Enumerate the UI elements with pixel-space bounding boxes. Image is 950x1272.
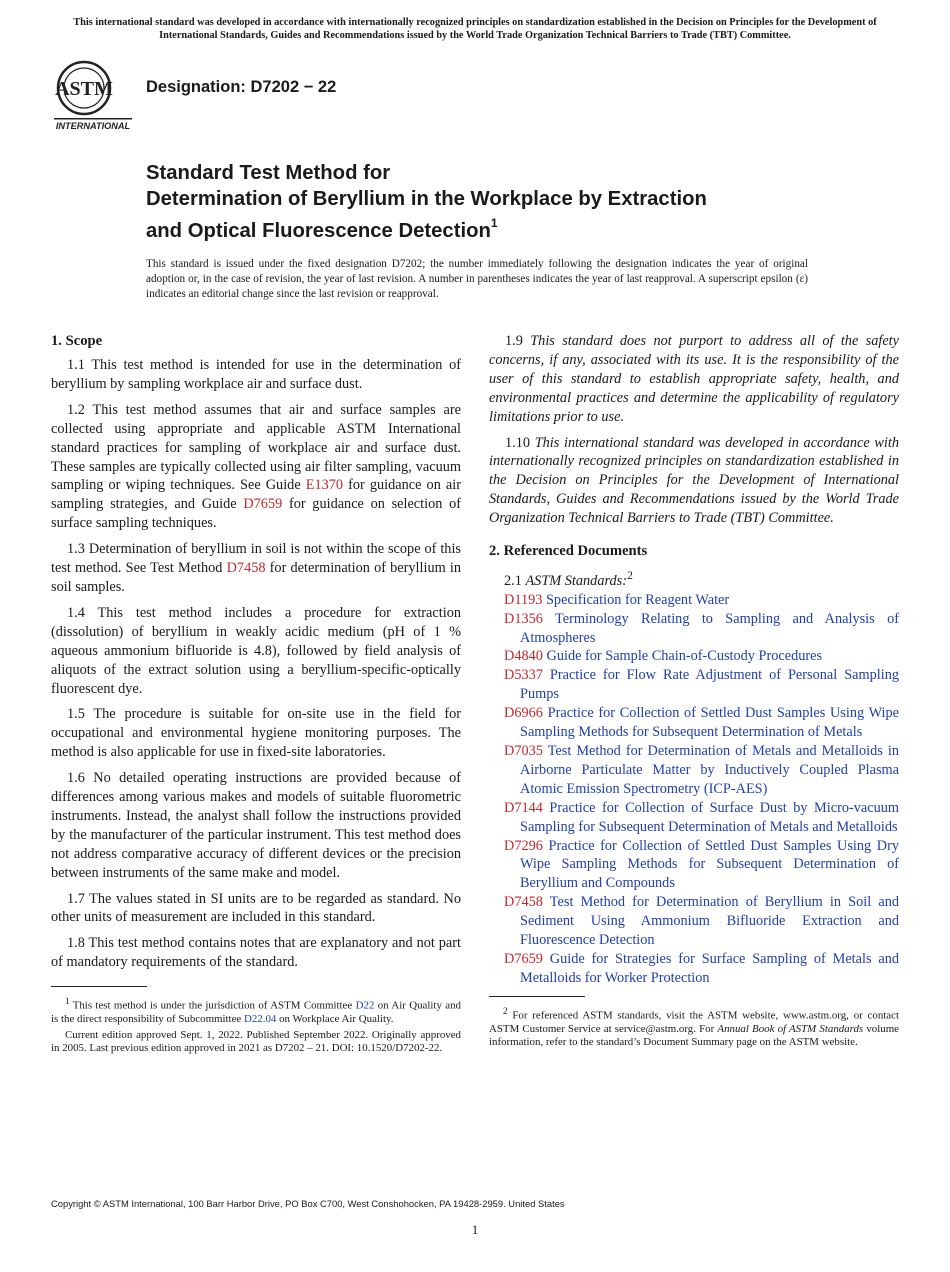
- reference-title[interactable]: Practice for Flow Rate Adjustment of Personal Sampling Pumps: [520, 667, 899, 703]
- reference-title[interactable]: Test Method for Determination of Beryllium in Soil and Sediment Using Ammonium Bifluoride Extraction and Fluorescence Detection: [520, 894, 899, 949]
- section-heading-scope: 1. Scope: [51, 333, 103, 349]
- title-footnote-mark: 1: [490, 216, 498, 230]
- para-1-3: 1.3 Determination of beryllium in soil is not within the scope of this test method. See Test Method D7458 for determination of beryllium in soil samples.: [51, 541, 461, 595]
- title-line-3: and Optical Fluorescence Detection$^1$: [146, 216, 498, 242]
- para-1-6: 1.6 No detailed operating instructions are provided because of differences among various makes and models of suitable fluorometric instruments. Instead, the analyst shall follow the instructions provided by the manufacturer of the particular instrument. This test method does not address comparative accuracy of different devices or the precision between instruments of the same make and model.: [51, 770, 461, 881]
- para-1-2: 1.2 This test method assumes that air and surface samples are collected using appropriate and applicable ASTM International standard practices for sampling of workplace air and surface dust. These samples are typically collected using air filter sampling, vacuum sampling or wiping techniques. See Guide E1370 for guidance on air sampling strategies, and Guide D7659 for guidance on selection of surface sampling techniques.: [51, 401, 461, 532]
- reference-item[interactable]: [489, 666, 899, 704]
- link-d7458[interactable]: D7458: [226, 560, 266, 577]
- footnote-edition: Current edition approved Sept. 1, 2022. Published September 2022. Originally approved in 2005. Last previous edition approved in 2021 as D7202 – 21. DOI: 10.1520/D7202-22.: [51, 1028, 461, 1055]
- reference-title[interactable]: Specification for Reagent Water: [542, 591, 730, 608]
- link-d22-04[interactable]: D22.04: [243, 1013, 277, 1026]
- para-1-1: 1.1 This test method is intended for use in the determination of beryllium by sampling workplace air and surface dust.: [51, 357, 461, 392]
- reference-title[interactable]: Guide for Strategies for Surface Sampling of Metals and Metalloids for Worker Protection: [520, 950, 899, 986]
- standards-banner: This international standard was developed in accordance with internationally recognized principles on standardization established in the Decision on Principles for the Development of International Standards, Guides and Recommendations issued by the World Trade Organization Technical Barriers to Trade (TBT) Committee.: [73, 17, 877, 41]
- svg-text:INTERNATIONAL: INTERNATIONAL: [55, 121, 131, 131]
- footnote-2: $^2$ For referenced ASTM standards, visit the ASTM website, www.astm.org, or contact ASTM Customer Service at service@astm.org. For Annual Book of ASTM Standards volume information, refer to the standard’s Document Summary page on the ASTM website.: [489, 1005, 899, 1049]
- reference-code[interactable]: D1356: [504, 610, 543, 627]
- reference-item[interactable]: [489, 837, 899, 894]
- footnote-divider: [489, 996, 585, 997]
- section-heading-referenced-documents: 2. Referenced Documents: [489, 543, 648, 560]
- reference-code[interactable]: D5337: [504, 667, 543, 684]
- para-1-7: 1.7 The values stated in SI units are to be regarded as standard. No other units of measurement are included in this standard.: [51, 890, 461, 926]
- reference-item[interactable]: [489, 647, 899, 666]
- reference-code[interactable]: D7035: [504, 742, 543, 759]
- reference-title[interactable]: Practice for Collection of Settled Dust Samples Using Dry Wipe Sampling Methods for Subsequent Determination of Beryllium and Compounds: [520, 837, 899, 892]
- reference-code[interactable]: D7458: [504, 894, 543, 911]
- preamble: This standard is issued under the fixed designation D7202; the number immediately following the designation indicates the year of original adoption or, in the case of revision, the year of last revision. A number in parentheses indicates the year of last reapproval. A superscript epsilon (ε) indicates an editorial change since the last revision or reapproval.: [146, 258, 808, 300]
- reference-title[interactable]: Practice for Collection of Surface Dust by Micro-vacuum Sampling for Subsequent Determination of Metals and Metalloids: [520, 799, 899, 835]
- link-d7659[interactable]: D7659: [243, 496, 283, 513]
- reference-item[interactable]: [489, 893, 899, 950]
- reference-title[interactable]: Test Method for Determination of Metals and Metalloids in Airborne Particulate Matter by Inductively Coupled Plasma Atomic Emission Spectrometry (ICP-AES): [520, 742, 899, 797]
- reference-item[interactable]: [489, 704, 899, 742]
- reference-item[interactable]: [489, 742, 899, 799]
- document-title: [146, 160, 866, 244]
- reference-item[interactable]: [489, 610, 899, 648]
- para-1-5: 1.5 The procedure is suitable for on-site use in the field for occupational and environmental hygiene monitoring purposes. The method is also applicable for use in fixed-site laboratories.: [51, 706, 461, 761]
- reference-code[interactable]: D1193: [504, 591, 543, 608]
- astm-standards-intro: 2.1 ASTM Standards:$^2$: [504, 568, 633, 589]
- title-line-2: Determination of Beryllium in the Workplace by Extraction: [146, 188, 707, 210]
- title-line-1: Standard Test Method for: [146, 162, 391, 184]
- left-column: [51, 332, 461, 1058]
- para-1-4: 1.4 This test method includes a procedure for extraction (dissolution) of beryllium in weakly acidic medium (pH of 1 % aqueous ammonium bifluoride is 4.8), followed by field analysis of aliquots of the extract solution using a beryllium-specific-optically fluorescent dye.: [51, 604, 461, 697]
- reference-item[interactable]: [489, 799, 899, 837]
- reference-title[interactable]: Terminology Relating to Sampling and Analysis of Atmospheres: [520, 610, 899, 646]
- reference-code[interactable]: D6966: [504, 705, 543, 722]
- reference-code[interactable]: D7144: [504, 799, 543, 816]
- reference-code[interactable]: D7296: [504, 837, 543, 854]
- astm-logo: [52, 58, 134, 132]
- designation: Designation: D7202 − 22: [146, 78, 337, 96]
- copyright-footer: Copyright © ASTM International, 100 Barr Harbor Drive, PO Box C700, West Conshohocken, PA 19428-2959. United States: [51, 1198, 565, 1209]
- para-1-9: 1.9 This standard does not purport to address all of the safety concerns, if any, associated with its use. It is the responsibility of the user of this standard to establish appropriate safety, health, and environmental practices and determine the applicability of regulatory limitations prior to use.: [489, 333, 899, 425]
- reference-item[interactable]: [489, 950, 899, 988]
- reference-item[interactable]: [489, 591, 899, 610]
- right-column: [489, 332, 899, 1052]
- link-d22[interactable]: D22: [355, 999, 375, 1012]
- footnote-1: $^1$ This test method is under the jurisdiction of ASTM Committee D22 on Air Quality and is the direct responsibility of Subcommittee D22.04 on Workplace Air Quality.: [51, 996, 461, 1026]
- reference-title[interactable]: Guide for Sample Chain-of-Custody Procedures: [542, 648, 823, 665]
- footnote-divider: [51, 986, 147, 987]
- referenced-standards-list: [489, 591, 899, 988]
- page-number: 1: [471, 1222, 479, 1237]
- reference-code[interactable]: D4840: [504, 648, 543, 665]
- para-1-8: 1.8 This test method contains notes that are explanatory and not part of mandatory requirements of the standard.: [51, 935, 461, 971]
- svg-text:ASTM: ASTM: [55, 78, 113, 100]
- link-e1370[interactable]: E1370: [305, 477, 344, 494]
- para-1-10: 1.10 This international standard was developed in accordance with internationally recognized principles on standardization established in the Decision on Principles for the Development of International Standards, Guides and Recommendations issued by the World Trade Organization Technical Barriers to Trade (TBT) Committee.: [489, 434, 900, 527]
- reference-title[interactable]: Practice for Collection of Settled Dust Samples Using Wipe Sampling Methods for Subsequent Determination of Metals: [520, 705, 899, 741]
- reference-code[interactable]: D7659: [504, 950, 543, 967]
